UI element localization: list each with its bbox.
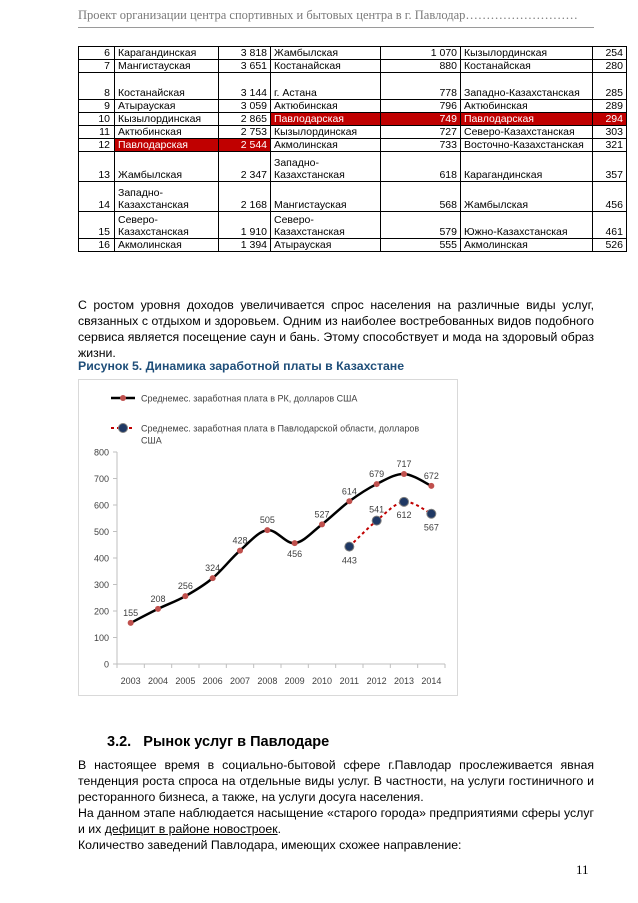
region-name: Павлодарская: [461, 113, 593, 126]
value: 568: [381, 182, 461, 212]
value: 579: [381, 212, 461, 239]
data-label: 567: [423, 522, 439, 533]
value: 303: [593, 126, 627, 139]
region-name: Актюбинская: [115, 126, 219, 139]
data-point: [346, 498, 352, 504]
value: 3 144: [219, 73, 271, 100]
value: 733: [381, 139, 461, 152]
value: 796: [381, 100, 461, 113]
value: 778: [381, 73, 461, 100]
table-row: [79, 239, 627, 252]
region-name: Акмолинская: [461, 239, 593, 252]
row-number: 15: [79, 212, 115, 239]
row-number: 16: [79, 239, 115, 252]
row-number: 11: [79, 126, 115, 139]
section-heading: [107, 734, 329, 750]
row-number: 9: [79, 100, 115, 113]
header-divider: [78, 27, 594, 28]
data-point: [427, 509, 436, 518]
y-tick-label: 300: [93, 580, 109, 590]
x-tick-label: 2005: [175, 676, 196, 686]
value: 294: [593, 113, 627, 126]
x-tick-label: 2007: [229, 676, 251, 686]
row-number: 14: [79, 182, 115, 212]
value: 526: [593, 239, 627, 252]
paragraph-saturation-text: На данном этапе наблюдается насыщение «старого города» предприятиями сферы услуг и их: [78, 806, 594, 836]
value: 3 651: [219, 60, 271, 73]
region-name: Карагандинская: [461, 152, 593, 182]
value: 285: [593, 73, 627, 100]
series-line: [349, 502, 431, 547]
data-label: 256: [177, 581, 193, 592]
paragraph-saturation: [78, 805, 594, 837]
data-point: [400, 497, 409, 506]
region-name: Акмолинская: [115, 239, 219, 252]
row-number: 7: [79, 60, 115, 73]
table-row: [79, 126, 627, 139]
y-tick-label: 600: [93, 500, 109, 511]
x-tick-label: 2006: [202, 676, 223, 686]
x-tick-label: 2004: [147, 676, 169, 686]
value: 1 070: [381, 47, 461, 60]
value: 2 168: [219, 182, 271, 212]
value: 456: [593, 182, 627, 212]
region-name: Мангистауская: [271, 182, 381, 212]
region-ranking-table: [78, 46, 627, 252]
table-row: [79, 60, 627, 73]
data-label: 324: [205, 563, 221, 574]
page-number: 11: [576, 862, 589, 877]
series-line: [131, 474, 432, 623]
data-point: [345, 542, 354, 551]
value: 321: [593, 139, 627, 152]
region-name: Южно-Казахстанская: [461, 212, 593, 239]
region-name: Кызылординская: [271, 126, 381, 139]
region-name: Актюбинская: [271, 100, 381, 113]
data-point: [182, 593, 188, 599]
value: 254: [593, 47, 627, 60]
x-tick-label: 2008: [257, 676, 278, 686]
x-tick-label: 2009: [284, 676, 305, 686]
region-name: Северо- Казахстанская: [115, 212, 219, 239]
y-tick-label: 500: [93, 527, 109, 537]
value: 2 865: [219, 113, 271, 126]
paragraph-demand: С ростом уровня доходов увеличивается спрос населения на различные виды услуг, связанных с отдыхом и здоровьем. Одним из наиболее востребованных видов подобного сервиса является посещение саун и бань. Этому способствует и мода на здоровый образ жизни.: [78, 298, 594, 360]
region-name: Кызылординская: [461, 47, 593, 60]
region-name: Восточно-Казахстанская: [461, 139, 593, 152]
data-point: [401, 471, 407, 477]
paragraph-services-trend: В настоящее время в социально-бытовой сфере г.Павлодар прослеживается явная тенденция роста спроса на отдельные виды услуг. В частности, на услуги гостиничного и ресторанного бизнеса, а также, на услуги досуга населения.: [78, 758, 594, 804]
region-name: Карагандинская: [115, 47, 219, 60]
value: 2 753: [219, 126, 271, 139]
figure-title: Рисунок 5. Динамика заработной платы в Казахстане: [78, 359, 405, 373]
value: 289: [593, 100, 627, 113]
data-point: [319, 521, 325, 527]
table-row: [79, 113, 627, 126]
value: 880: [381, 60, 461, 73]
x-tick-label: 2011: [339, 676, 360, 686]
region-name: Костанайская: [461, 60, 593, 73]
data-label: 456: [287, 549, 303, 560]
row-number: 13: [79, 152, 115, 182]
value: 2 347: [219, 152, 271, 182]
paragraph-saturation-end: .: [277, 822, 282, 836]
data-point: [155, 606, 161, 612]
data-point: [264, 527, 270, 533]
data-label: 428: [232, 535, 248, 546]
page-header: Проект организации центра спортивных и бытовых центра в г. Павлодар………………………: [78, 8, 578, 22]
region-name: Западно-Казахстанская: [461, 73, 593, 100]
region-name: Актюбинская: [461, 100, 593, 113]
data-label: 679: [369, 469, 385, 480]
data-point: [428, 483, 434, 489]
chart-frame: [78, 379, 458, 696]
value: 618: [381, 152, 461, 182]
data-label: 614: [341, 486, 357, 497]
region-name: Атырауская: [271, 239, 381, 252]
y-tick-label: 400: [93, 553, 109, 564]
data-point: [372, 516, 381, 525]
paragraph-venues-count: Количество заведений Павлодара, имеющих схожее направление:: [78, 838, 462, 852]
value: 3 818: [219, 47, 271, 60]
x-tick-label: 2013: [393, 676, 415, 686]
x-tick-label: 2014: [421, 676, 442, 686]
region-name: Северо- Казахстанская: [271, 212, 381, 239]
value: 555: [381, 239, 461, 252]
region-name: Костанайская: [271, 60, 381, 73]
row-number: 6: [79, 47, 115, 60]
value: 727: [381, 126, 461, 139]
data-label: 155: [123, 607, 139, 618]
region-name: Акмолинская: [271, 139, 381, 152]
table-row: [79, 100, 627, 113]
value: 280: [593, 60, 627, 73]
region-name: Жамбылская: [461, 182, 593, 212]
data-point: [128, 620, 134, 626]
underlined-deficit: дефицит в районе новостроек: [104, 822, 278, 836]
y-tick-label: 200: [93, 606, 109, 617]
region-name: Атырауская: [115, 100, 219, 113]
value: 461: [593, 212, 627, 239]
data-label: 505: [259, 515, 275, 526]
data-point: [237, 548, 243, 554]
legend-label: Среднемес. заработная плата в Павлодарской области, долларов США: [141, 423, 420, 446]
data-label: 672: [423, 470, 439, 481]
value: 357: [593, 152, 627, 182]
data-label: 527: [314, 509, 330, 520]
value: 749: [381, 113, 461, 126]
table-row: [79, 182, 627, 212]
region-name: Костанайская: [115, 73, 219, 100]
value: 1 394: [219, 239, 271, 252]
legend-marker: [120, 395, 126, 401]
region-name: Павлодарская: [115, 139, 219, 152]
region-name: Мангистауская: [115, 60, 219, 73]
region-name: Западно- Казахстанская: [115, 182, 219, 212]
region-name: Жамбылская: [271, 47, 381, 60]
region-name: Жамбылская: [115, 152, 219, 182]
section-title: Рынок услуг в Павлодаре: [143, 734, 330, 750]
y-tick-label: 0: [103, 659, 109, 670]
data-label: 612: [396, 509, 412, 520]
data-label: 541: [369, 504, 385, 515]
region-name: Западно- Казахстанская: [271, 152, 381, 182]
y-tick-label: 700: [93, 474, 109, 484]
row-number: 12: [79, 139, 115, 152]
table-row: [79, 139, 627, 152]
value: 3 059: [219, 100, 271, 113]
value: 1 910: [219, 212, 271, 239]
data-label: 717: [396, 458, 412, 469]
data-point: [210, 575, 216, 581]
row-number: 10: [79, 113, 115, 126]
data-point: [292, 540, 298, 546]
y-tick-label: 100: [93, 633, 109, 643]
x-tick-label: 2012: [366, 676, 387, 686]
region-name: Северо-Казахстанская: [461, 126, 593, 139]
row-number: 8: [79, 73, 115, 100]
region-name: Павлодарская: [271, 113, 381, 126]
salary-line-chart: [79, 380, 457, 695]
table-row: [79, 212, 627, 239]
region-name: Кызылординская: [115, 113, 219, 126]
data-point: [374, 481, 380, 487]
data-label: 208: [150, 593, 166, 604]
table-row: [79, 73, 627, 100]
legend-marker: [119, 424, 128, 433]
table-row: [79, 152, 627, 182]
legend-label: Среднемес. заработная плата в РК, долларов США: [141, 393, 358, 404]
section-number: 3.2.: [107, 734, 132, 750]
table-row: [79, 47, 627, 60]
data-label: 443: [341, 555, 357, 566]
value: 2 544: [219, 139, 271, 152]
region-name: г. Астана: [271, 73, 381, 100]
x-tick-label: 2010: [311, 676, 333, 686]
x-tick-label: 2003: [120, 676, 141, 686]
y-tick-label: 800: [93, 447, 109, 458]
